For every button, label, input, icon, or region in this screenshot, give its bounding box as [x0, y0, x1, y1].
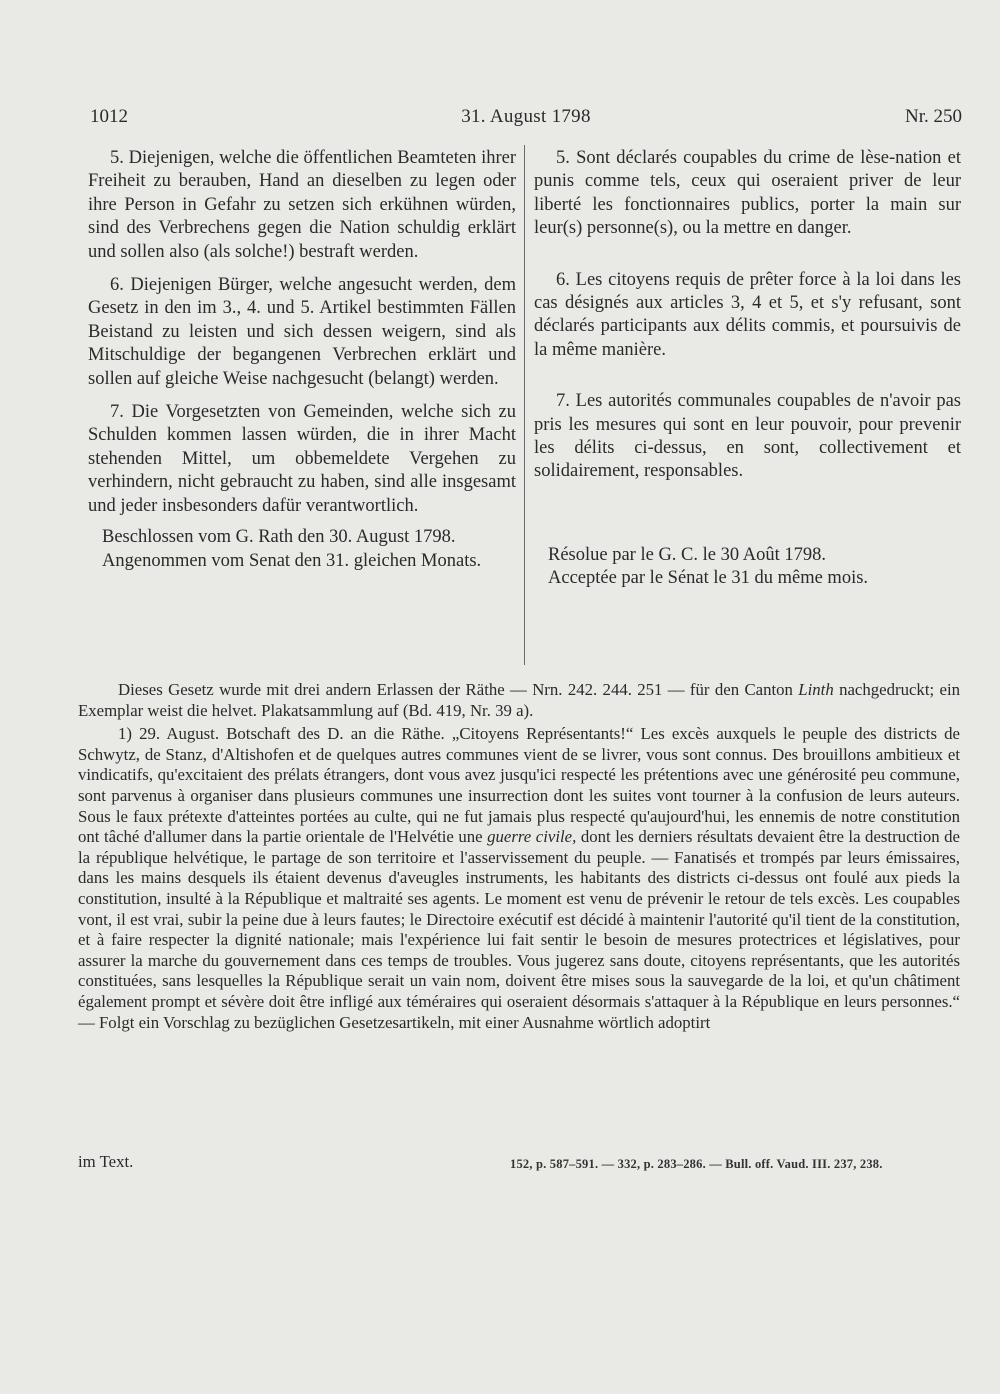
- german-acceptance: Angenommen vom Senat den 31. gleichen Monats.: [102, 550, 482, 571]
- page-number: 1012: [90, 106, 128, 127]
- french-article-7: 7. Les autorités communales coupables de n'avoir pas pris les mesures qui sont en leur pouvoir, pour prevenir les délits ci-dessus, en sont, collectivement et solidairement, responsables.: [534, 391, 961, 482]
- french-column: [534, 147, 961, 591]
- german-column: [88, 147, 516, 573]
- footnote-message: [78, 724, 960, 1033]
- german-article-5: 5. Diejenigen, welche die öffentlichen Beamteten ihrer Freiheit zu berauben, Hand an dieselben zu legen oder ihre Person in Gefahr zu setzen sich erkühnen würden, sind des Verbrechens gegen die Nation schuldig erklärt und sollen also (als solche!) bestraft werden.: [88, 148, 516, 262]
- document-number: Nr. 250: [905, 106, 962, 127]
- column-divider: [524, 145, 525, 665]
- footnotes: [78, 680, 960, 1033]
- footnote-print-note: [78, 680, 960, 721]
- footnote-text: nachgedruckt; ein Exemplar weist die helvet. Plakatsammlung auf (Bd. 419, Nr. 39 a).: [78, 680, 960, 720]
- footnote-text: dont les derniers résultats devaient être la destruction de la république helvétique, le partage de son territoire et l'asservissement du peuple. — Fanatisés et trompés par leurs émissaires, dans les mains desquels ils étaient devenus d'aveugles instruments, les habitants des districts ci-dessus ont foulé aux pieds la constitution, insulté à la République et maltraité ses agents. Le moment est venu de prévenir le retour de tels excès. Les coupables vont, il est vrai, subir la peine due à leurs fautes; le Directoire exécutif est décidé à maintenir l'autorité qu'il tient de la constitution, et à faire respecter la dignité nationale; mais l'expérience lui fait sentir le besoin de mesures protectrices et législatives, pour assurer la marche du gouvernement dans ces temps de troubles. Vous jugerez sans doute, citoyens représentants, que les autorités constituées, sans lesquelles la République serait un vain nom, doivent être mises sous la sauvegarde de la loi, et qu'un châtiment également prompt et sévère doit être infligé aux téméraires qui oseraient désormais s'attaquer à la République en leurs personnes.“ — Folgt ein Vorschlag zu bezüglichen Gesetzesartikeln, mit einer Ausnahme wörtlich adoptirt: [78, 827, 960, 1032]
- page-header: [90, 106, 962, 136]
- footnote-text: Dieses Gesetz wurde mit drei andern Erlassen der Räthe — Nrn. 242. 244. 251 — für den Canton: [118, 680, 799, 699]
- french-acceptance: Acceptée par le Sénat le 31 du même mois.: [548, 568, 869, 589]
- german-resolution: Beschlossen vom G. Rath den 30. August 1798.: [102, 527, 456, 548]
- footnote-emphasis: Linth: [798, 680, 834, 699]
- french-article-6: 6. Les citoyens requis de prêter force à la loi dans les cas désignés aux articles 3, 4 et 5, et s'y refusant, sont déclarés participants aux délits commis, et poursuivis de la même manière.: [534, 269, 961, 360]
- german-article-7: 7. Die Vorgesetzten von Gemeinden, welche sich zu Schulden kommen lassen würden, die in ihrer Macht stehenden Mittel, um obbemeldete Vergehen zu verhindern, nicht gebraucht zu haben, sind alle insgesamt und jeder insbesonders dafür verantwortlich.: [88, 402, 516, 516]
- page-date: 31. August 1798: [461, 106, 591, 127]
- footnote-text: 1) 29. August. Botschaft des D. an die Räthe. „Citoyens Représentants!“ Les excès auxquels le peuple des districts de Schwytz, de Stanz, d'Altishofen et de quelques autres communes vient de se livrer, vous sont connus. Des brouillons ambitieux et vindicatifs, qu'excitaient des prélats étrangers, dont vous avez jusqu'ici respecté les prétentions avec une générosité peu commune, sont parvenus à organiser dans plusieurs communes une insurrection dont les suites vont tourner à la confusion de leurs auteurs. Sous le faux prétexte d'atteintes portées au culte, qui ne fut jamais plus respecté qu'aujourd'hui, les ennemis de notre constitution ont tâché d'allumer dans la partie orientale de l'Helvétie une: [78, 724, 960, 847]
- german-article-6: 6. Diejenigen Bürger, welche angesucht werden, dem Gesetz in den im 3., 4. und 5. Artikel bestimmten Fällen Beistand zu leisten und sich dessen weigern, sind als Mitschuldige der begangenen Verbrechen erklärt und sollen auf gleiche Weise nachgesucht (belangt) werden.: [88, 275, 516, 389]
- footnote-end: im Text.: [78, 1152, 134, 1171]
- french-resolution: Résolue par le G. C. le 30 Août 1798.: [548, 544, 826, 565]
- source-references: 152, p. 587–591. — 332, p. 283–286. — Bull. off. Vaud. III. 237, 238.: [510, 1157, 883, 1171]
- french-article-5: 5. Sont déclarés coupables du crime de lèse-nation et punis comme tels, ceux qui oseraient priver de leur liberté les fonctionnaires publics, porter la main sur leur(s) personne(s), ou la mettre en danger.: [534, 148, 961, 239]
- footnote-emphasis: guerre civile,: [487, 827, 577, 847]
